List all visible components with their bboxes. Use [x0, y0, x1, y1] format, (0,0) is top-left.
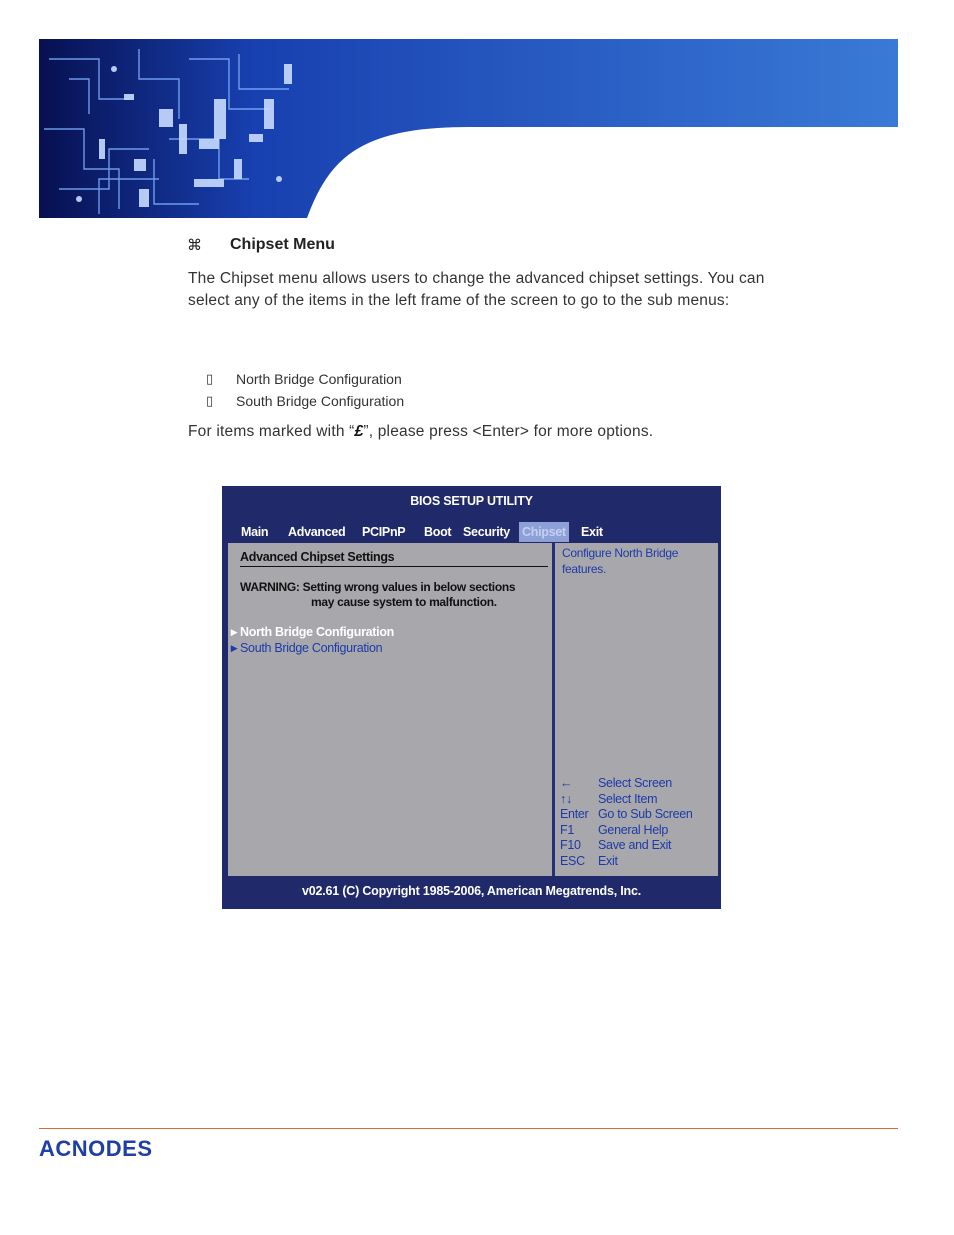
submenu-marker-icon: £ [354, 423, 364, 440]
tab-exit[interactable]: Exit [581, 525, 603, 539]
bios-help-panel [554, 543, 718, 876]
intro-paragraph: The Chipset menu allows users to change the advanced chipset settings. You can select any of the items in the left frame of the screen to go to the sub menus: [188, 270, 765, 309]
menu-item-label: North Bridge Configuration [240, 625, 394, 639]
key-row [560, 838, 693, 854]
key-row [560, 823, 693, 839]
logo-wordmark: ACNODES [39, 1136, 153, 1161]
bullet-icon: ▯ [206, 393, 214, 408]
key-label: ← [560, 776, 573, 790]
tab-advanced[interactable]: Advanced [288, 525, 346, 539]
key-action: Go to Sub Screen [598, 807, 693, 821]
note-text-before: For items marked with “ [188, 423, 355, 440]
submenu-arrow-icon: ▶ [230, 642, 238, 653]
menu-item-label: South Bridge Configuration [240, 640, 383, 655]
key-label: ↑↓ [560, 791, 572, 806]
submenu-arrow-icon: ▶ [230, 627, 238, 637]
bullet-icon: ▯ [206, 371, 214, 386]
menu-item-south-bridge[interactable] [228, 641, 394, 657]
key-action: Select Screen [598, 776, 672, 790]
help-text: Configure North Bridge features. [562, 546, 679, 576]
heading-title: Chipset Menu [230, 236, 335, 253]
key-row [560, 792, 693, 808]
section-heading [187, 236, 335, 254]
tab-boot[interactable]: Boot [424, 525, 452, 539]
bios-tab-bar [222, 522, 721, 542]
key-row [560, 854, 693, 870]
bios-screenshot [222, 486, 721, 909]
warning-line-1: WARNING: Setting wrong values in below sections [240, 580, 516, 594]
acnodes-logo [39, 1135, 199, 1168]
key-action: General Help [598, 822, 669, 837]
bios-menu [228, 625, 394, 656]
tab-pcipnp[interactable]: PCIPnP [362, 525, 406, 539]
bios-left-panel [228, 543, 552, 876]
key-label: F1 [560, 822, 574, 837]
circuit-board-graphic [39, 39, 898, 218]
bullet-label: North Bridge Configuration [236, 371, 402, 387]
bios-title: BIOS SETUP UTILITY [410, 494, 533, 508]
key-action: Exit [598, 853, 618, 868]
title-divider [240, 566, 548, 567]
list-item [206, 368, 404, 390]
submenu-bullet-list [206, 368, 404, 412]
key-row [560, 776, 693, 792]
tab-chipset[interactable]: Chipset [519, 522, 569, 542]
list-item [206, 390, 404, 412]
bullet-label: South Bridge Configuration [236, 393, 405, 409]
enter-note [188, 421, 653, 443]
tab-security[interactable]: Security [463, 525, 510, 539]
key-action: Select Item [598, 791, 658, 806]
command-symbol-icon: ⌘ [187, 237, 202, 254]
menu-item-north-bridge[interactable] [228, 625, 394, 641]
section-title: Advanced Chipset Settings [240, 550, 395, 564]
note-text-after: ”, please press <Enter> for more options. [363, 423, 654, 440]
key-label: F10 [560, 838, 581, 852]
key-label: Enter [560, 807, 589, 821]
acnodes-logo-icon [39, 1135, 199, 1163]
tab-main[interactable]: Main [241, 525, 269, 539]
bios-copyright: v02.61 (C) Copyright 1985-2006, American Megatrends, Inc. [302, 884, 641, 898]
warning-line-2: may cause system to malfunction. [311, 595, 497, 609]
key-label: ESC [560, 853, 585, 868]
footer-divider [39, 1128, 898, 1129]
key-legend [560, 776, 693, 869]
header-banner [39, 39, 898, 218]
key-row [560, 807, 693, 823]
key-action: Save and Exit [598, 838, 672, 852]
